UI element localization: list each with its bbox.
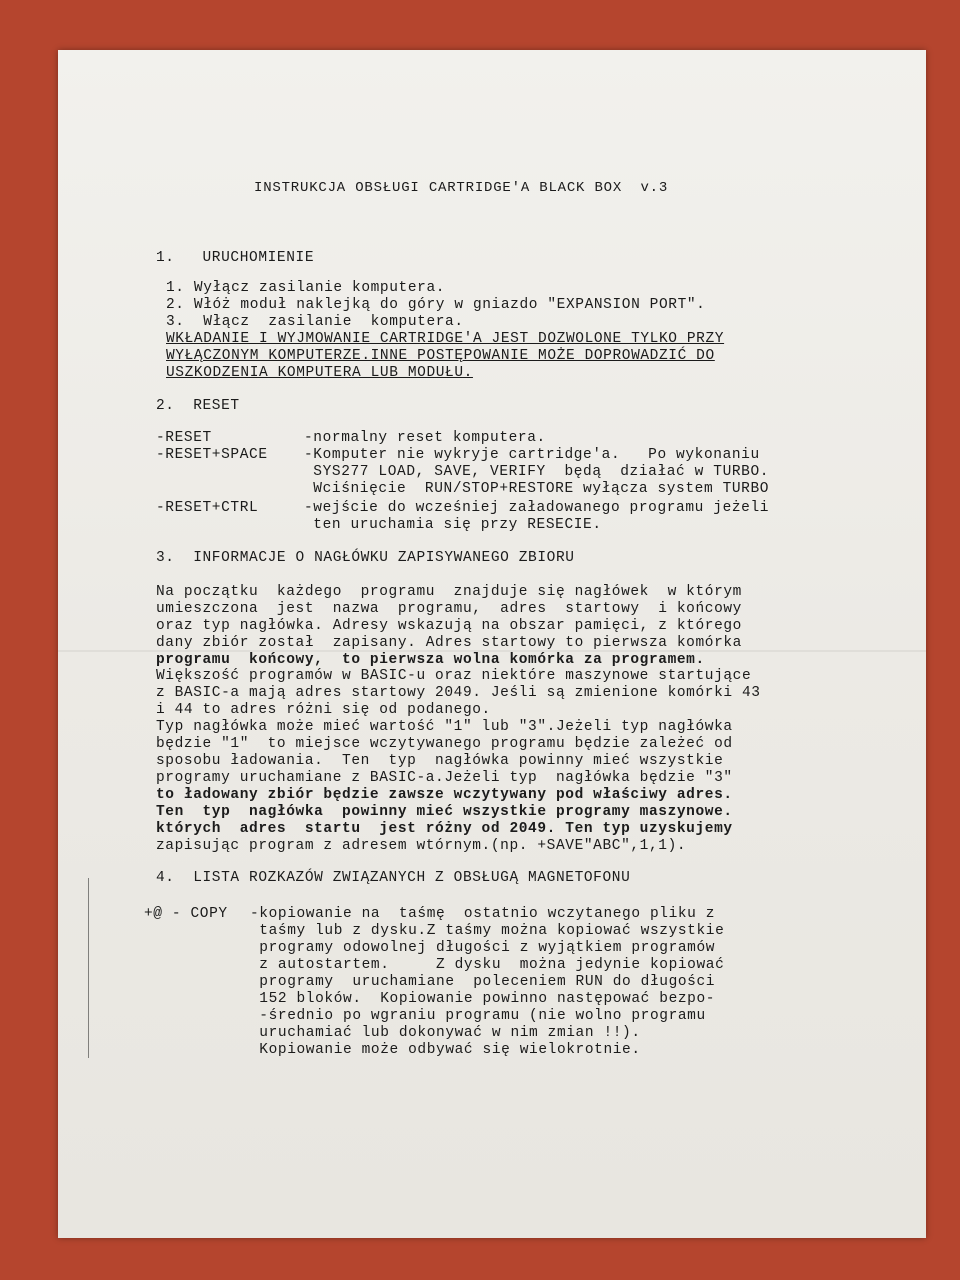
s3-line-2: umieszczona jest nazwa programu, adres startowy i końcowy [156, 601, 742, 617]
s1-step-2: 2. Włóż moduł naklejką do góry w gniazdo "EXPANSION PORT". [166, 297, 706, 313]
reset-desc-6: ten uruchamia się przy RESECIE. [304, 517, 602, 533]
s1-warning-3: USZKODZENIA KOMPUTERA LUB MODUŁU. [166, 365, 473, 381]
s3-line-8: i 44 to adres różni się od podanego. [156, 702, 491, 718]
reset-desc-3: SYS277 LOAD, SAVE, VERIFY będą działać w TURBO. [304, 464, 770, 480]
document-title: INSTRUKCJA OBSŁUGI CARTRIDGE'A BLACK BOX v.3 [254, 180, 669, 196]
section-3-heading: 3. INFORMACJE O NAGŁÓWKU ZAPISYWANEGO ZBIORU [156, 550, 575, 566]
reset-key-2: -RESET+SPACE [156, 447, 268, 463]
s3-line-16: zapisując program z adresem wtórnym.(np. +SAVE"ABC",1,1). [156, 838, 687, 854]
s3-line-1: Na początku każdego programu znajduje się nagłówek w którym [156, 584, 742, 600]
s3-line-5: programu końcowy, to pierwsza wolna komórka za programem. [156, 652, 705, 668]
copy-desc-3: programy odowolnej długości z wyjątkiem programów [250, 940, 716, 956]
s3-line-15: których adres startu jest różny od 2049. Ten typ uzyskujemy [156, 821, 733, 837]
reset-desc-1: -normalny reset komputera. [304, 430, 546, 446]
s1-warning-1: WKŁADANIE I WYJMOWANIE CARTRIDGE'A JEST DOZWOLONE TYLKO PRZY [166, 331, 725, 347]
s3-line-7: z BASIC-a mają adres startowy 2049. Jeśli są zmienione komórki 43 [156, 685, 761, 701]
reset-key-5: -RESET+CTRL [156, 500, 259, 516]
reset-desc-4: Wciśnięcie RUN/STOP+RESTORE wyłącza system TURBO [304, 481, 770, 497]
s3-line-3: oraz typ nagłówka. Adresy wskazują na obszar pamięci, z którego [156, 618, 742, 634]
copy-command: +@ - COPY [144, 906, 228, 922]
reset-desc-5: -wejście do wcześniej załadowanego programu jeżeli [304, 500, 770, 516]
s3-line-9: Typ nagłówka może mieć wartość "1" lub "3".Jeżeli typ nagłówka [156, 719, 733, 735]
reset-key-1: -RESET [156, 430, 212, 446]
copy-desc-9: Kopiowanie może odbywać się wielokrotnie. [250, 1042, 641, 1058]
s3-line-13: to ładowany zbiór będzie zawsze wczytywany pod właściwy adres. [156, 787, 733, 803]
copy-desc-4: z autostartem. Z dysku można jedynie kopiować [250, 957, 725, 973]
s3-line-4: dany zbiór został zapisany. Adres startowy to pierwsza komórka [156, 635, 742, 651]
s1-warning-2: WYŁĄCZONYM KOMPUTERZE.INNE POSTĘPOWANIE MOŻE DOPROWADZIĆ DO [166, 348, 715, 364]
s3-line-14: Ten typ nagłówka powinny mieć wszystkie programy maszynowe. [156, 804, 733, 820]
s3-line-12: programy uruchamiane z BASIC-a.Jeżeli typ nagłówka będzie "3" [156, 770, 733, 786]
s3-line-11: sposobu ładowania. Ten typ nagłówka powinny mieć wszystkie [156, 753, 724, 769]
copy-desc-7: -średnio po wgraniu programu (nie wolno programu [250, 1008, 706, 1024]
document-page [58, 50, 926, 1238]
copy-desc-5: programy uruchamiane poleceniem RUN do długości [250, 974, 716, 990]
copy-desc-1: -kopiowanie na taśmę ostatnio wczytanego pliku z [250, 906, 716, 922]
margin-line [88, 878, 89, 1058]
section-2-heading: 2. RESET [156, 398, 240, 414]
s3-line-6: Większość programów w BASIC-u oraz niektóre maszynowe startujące [156, 668, 752, 684]
s1-step-3: 3. Włącz zasilanie komputera. [166, 314, 464, 330]
s1-step-1: 1. Wyłącz zasilanie komputera. [166, 280, 446, 296]
copy-desc-6: 152 bloków. Kopiowanie powinno następować bezpo- [250, 991, 716, 1007]
section-1-heading: 1. URUCHOMIENIE [156, 250, 315, 266]
copy-desc-8: uruchamiać lub dokonywać w nim zmian !!). [250, 1025, 641, 1041]
copy-desc-2: taśmy lub z dysku.Z taśmy można kopiować wszystkie [250, 923, 725, 939]
s3-line-10: będzie "1" to miejsce wczytywanego programu będzie zależeć od [156, 736, 733, 752]
reset-desc-2: -Komputer nie wykryje cartridge'a. Po wykonaniu [304, 447, 760, 463]
section-4-heading: 4. LISTA ROZKAZÓW ZWIĄZANYCH Z OBSŁUGĄ MAGNETOFONU [156, 870, 631, 886]
